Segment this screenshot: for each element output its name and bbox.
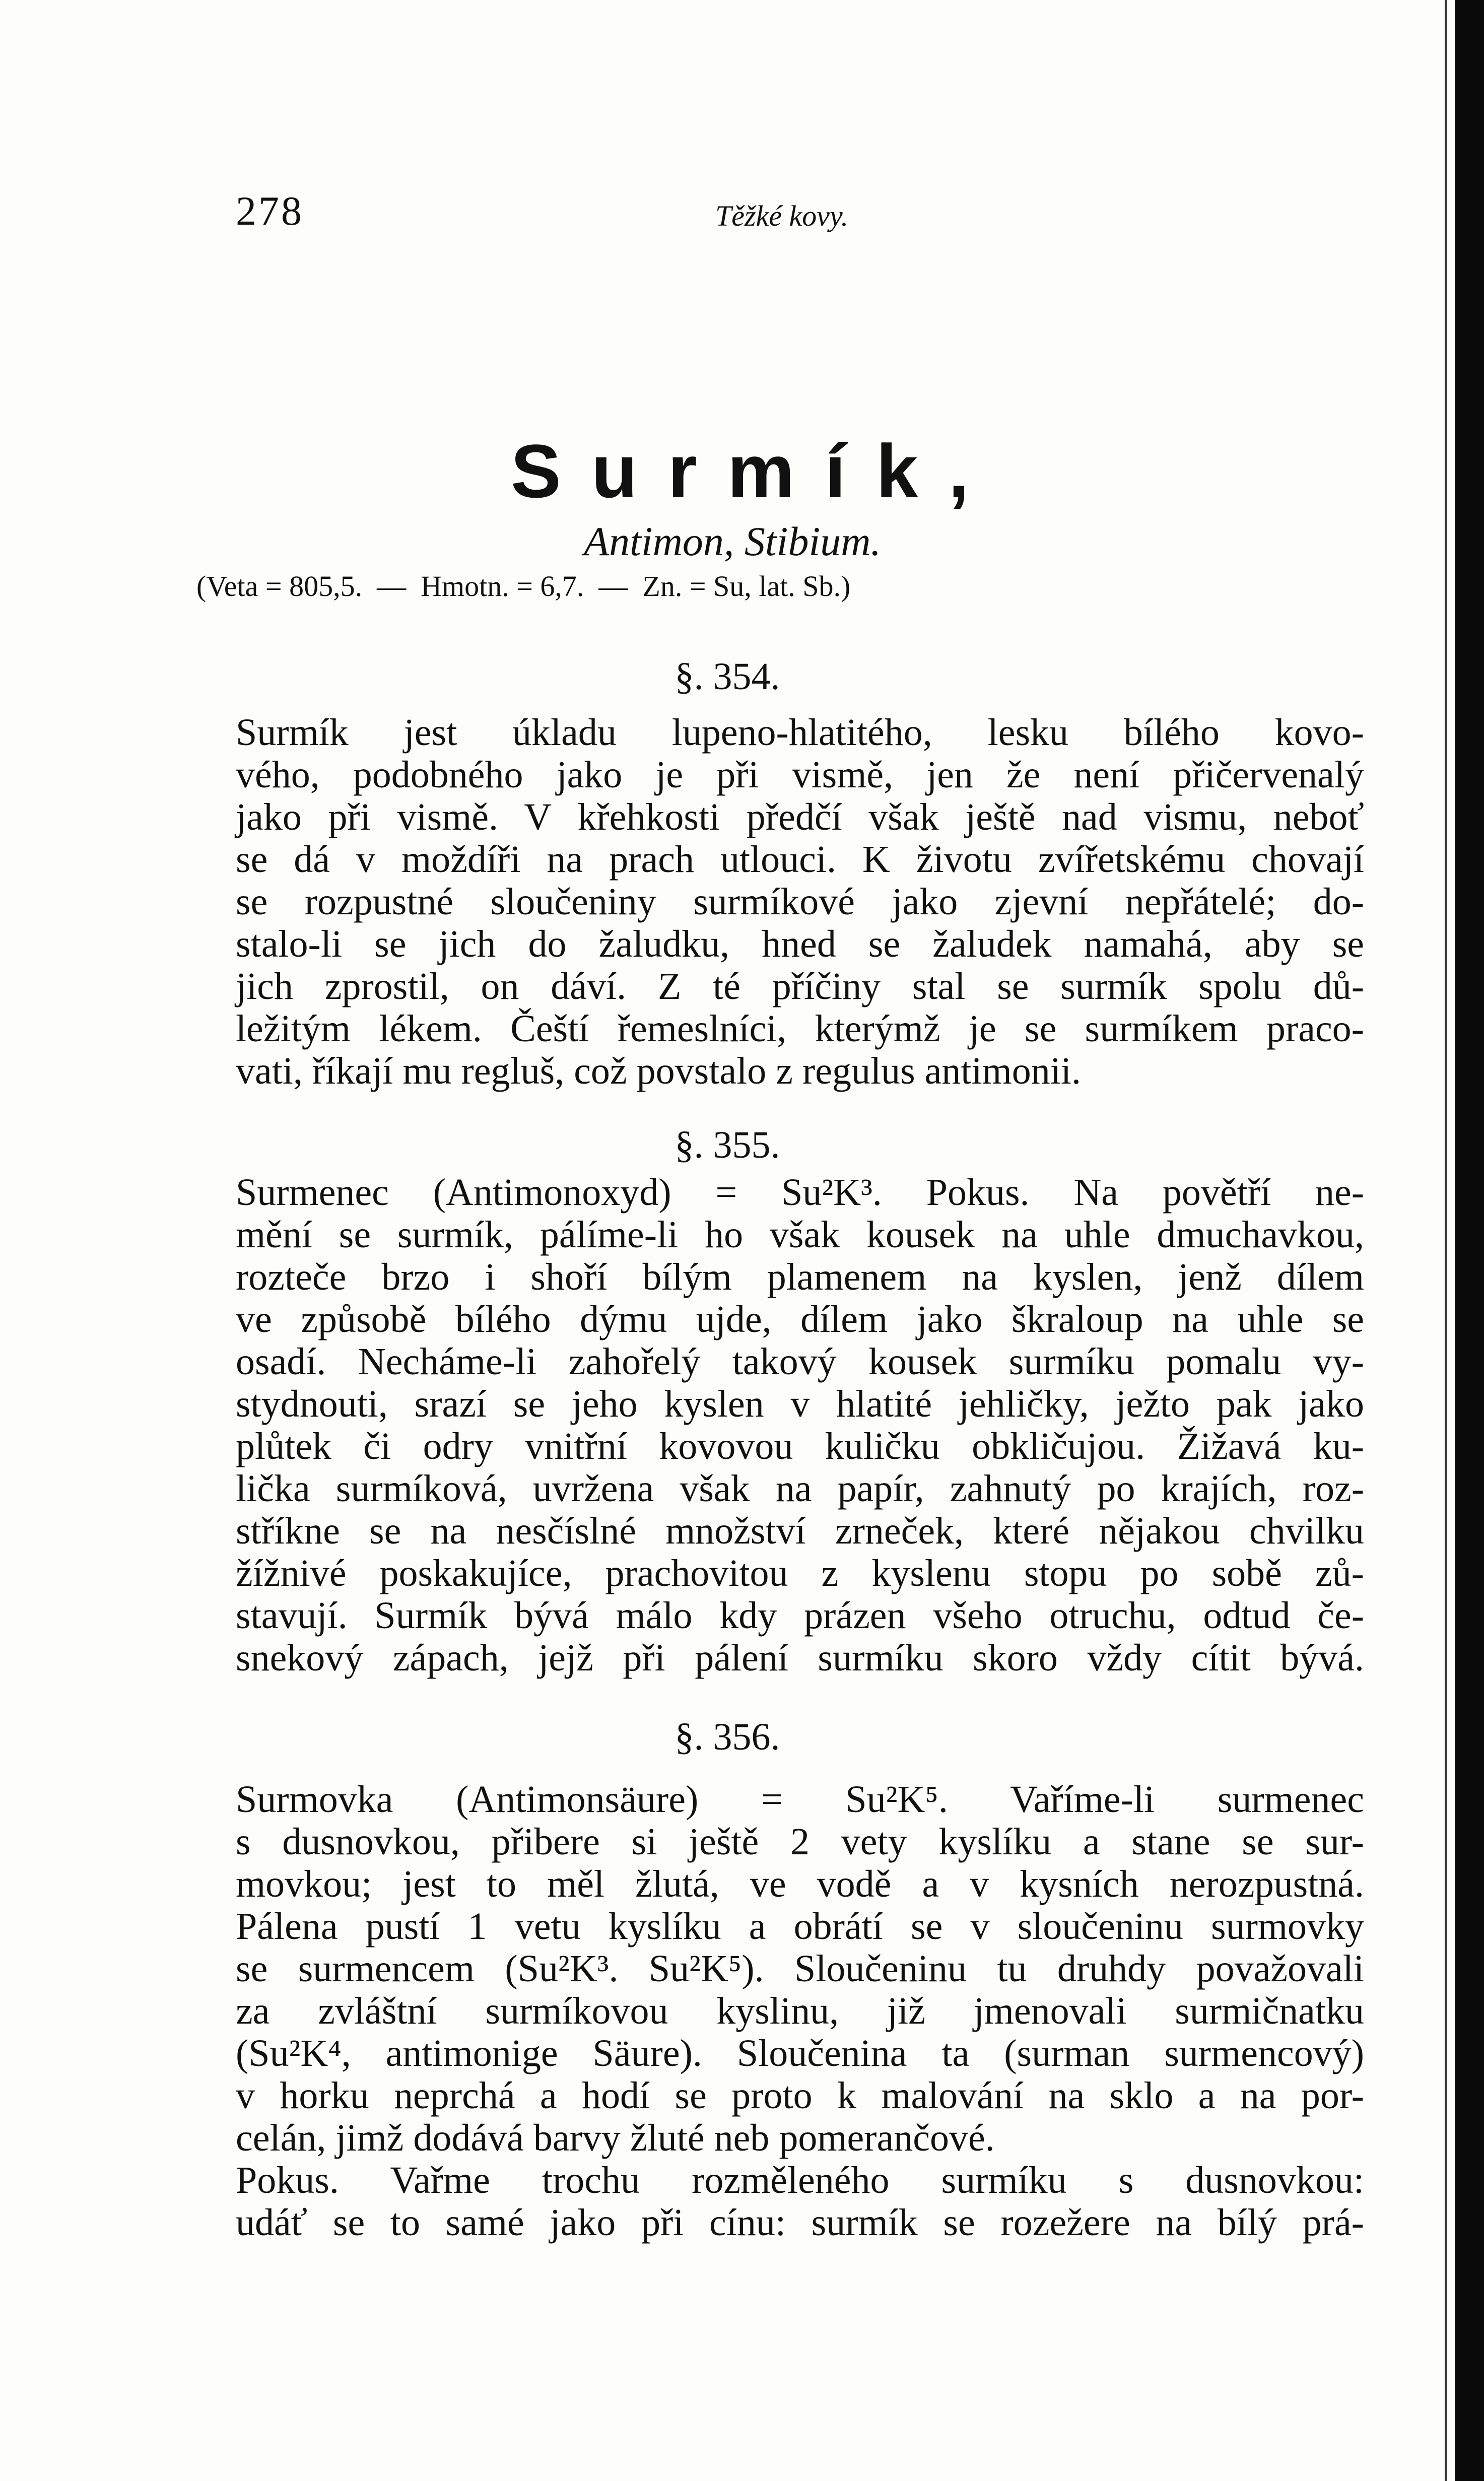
text-line: se surmencem (Su²K³. Su²K⁵). Sloučeninu tu druhdy považovali <box>236 1948 1364 1990</box>
text-line: Surmenec (Antimonoxyd) = Su²K³. Pokus. Na povětří ne- <box>236 1171 1364 1214</box>
text-line: movkou; jest to měl žlutá, ve vodě a v kysních nerozpustná. <box>236 1863 1364 1905</box>
text-line: celán, jimž dodává barvy žluté neb pomerančové. <box>236 2117 995 2159</box>
text-line: (Su²K⁴, antimonige Säure). Sloučenina ta (surman surmencový) <box>236 2032 1364 2074</box>
chapter-title-block <box>0 429 1455 565</box>
text-line: s dusnovkou, přibere si ještě 2 vety kyslíku a stane se sur- <box>236 1821 1364 1863</box>
text-line: stavují. Surmík bývá málo kdy prázen všeho otruchu, odtud če- <box>236 1594 1364 1637</box>
text-line: plůtek či odry vnitřní kovovou kuličku obkličujou. Žižavá ku- <box>236 1425 1364 1467</box>
chapter-title: Surmík, <box>510 429 1000 513</box>
text-line: za zvláštní surmíkovou kyslinu, již jmenovali surmičnatku <box>236 1990 1364 2032</box>
text-line: žížnivé poskakujíce, prachovitou z kyslenu stopu po sobě zů- <box>236 1552 1364 1594</box>
text-line: vati, říkají mu regluš, což povstalo z regulus antimonii. <box>236 1050 1081 1092</box>
text-line: se dá v moždíři na prach utlouci. K životu zvířetskému chovají <box>236 838 1364 881</box>
section-heading: §. 356. <box>674 1716 780 1758</box>
text-line: stříkne se na nesčíslné množství zrneček, které nějakou chvilku <box>236 1510 1364 1552</box>
section-paragraph <box>236 1171 1364 1679</box>
text-line: roztečе brzo i shoří bílým plamenem na kyslen, jenž dílem <box>236 1256 1364 1298</box>
text-line: Pokus. Vařme trochu rozmělеného surmíku s dusnovkou: <box>236 2159 1364 2201</box>
text-line: udáť se to samé jako při cínu: surmík se rozežere na bílý prá- <box>236 2201 1364 2244</box>
text-line: Surmík jest úkladu lupeno-hlatitého, lesku bílého kovo- <box>236 711 1364 754</box>
chapter-subtitle: Antimon, Stibium. <box>584 518 881 564</box>
section-paragraph <box>236 1778 1364 2244</box>
text-line: Pálena pustí 1 vetu kyslíku a obrátí se v sloučeninu surmovky <box>236 1905 1364 1948</box>
text-line: v horku neprchá a hodí se proto k malování na sklo a na por- <box>236 2074 1364 2117</box>
text-line: lička surmíková, uvržena však na papír, zahnutý po krajích, roz- <box>236 1467 1364 1510</box>
page-edge-rule <box>1445 0 1447 2481</box>
text-line: stydnouti, srazí se jeho kyslen v hlatité jehličky, ježto pak jako <box>236 1383 1364 1425</box>
text-line: jako při vismě. V křehkosti předčí však ještě nad vismu, neboť <box>236 796 1364 838</box>
running-head: Těžké kovy. <box>715 199 849 232</box>
text-line: vého, podobného jako je při vismě, jen že není přičervenalý <box>236 754 1364 796</box>
element-properties: (Veta = 805,5. — Hmotn. = 6,7. — Zn. = Su, lat. Sb.) <box>196 570 851 602</box>
text-line: jich zprostil, on dáví. Z té příčiny stal se surmík spolu dů- <box>236 965 1364 1008</box>
text-line: stalo-li se jich do žaludku, hned se žaludek namahá, aby se <box>236 923 1364 965</box>
text-line: osadí. Necháme-li zahořelý takový kousek surmíku pomalu vy- <box>236 1340 1364 1383</box>
text-line: ležitým lékem. Čeští řemeslníci, kterýmž je se surmíkem praco- <box>236 1008 1364 1050</box>
scan-border <box>1455 0 1484 2481</box>
text-line: ve způsobě bílého dýmu ujde, dílem jako škraloup na uhle se <box>236 1298 1364 1340</box>
section-heading: §. 354. <box>674 655 780 698</box>
text-line: snekový zápach, jejž při pálení surmíku skoro vždy cítit bývá. <box>236 1637 1364 1679</box>
text-line: Surmovka (Antimonsäure) = Su²K⁵. Vaříme-li surmenec <box>236 1778 1364 1821</box>
text-line: mění se surmík, pálíme-li ho však kousek na uhle dmuchavkou, <box>236 1214 1364 1256</box>
text-line: se rozpustné sloučeniny surmíkové jako zjevní nepřátelé; do- <box>236 881 1364 923</box>
page-number: 278 <box>236 188 304 234</box>
section-heading: §. 355. <box>674 1124 780 1166</box>
section-paragraph <box>236 711 1364 1092</box>
